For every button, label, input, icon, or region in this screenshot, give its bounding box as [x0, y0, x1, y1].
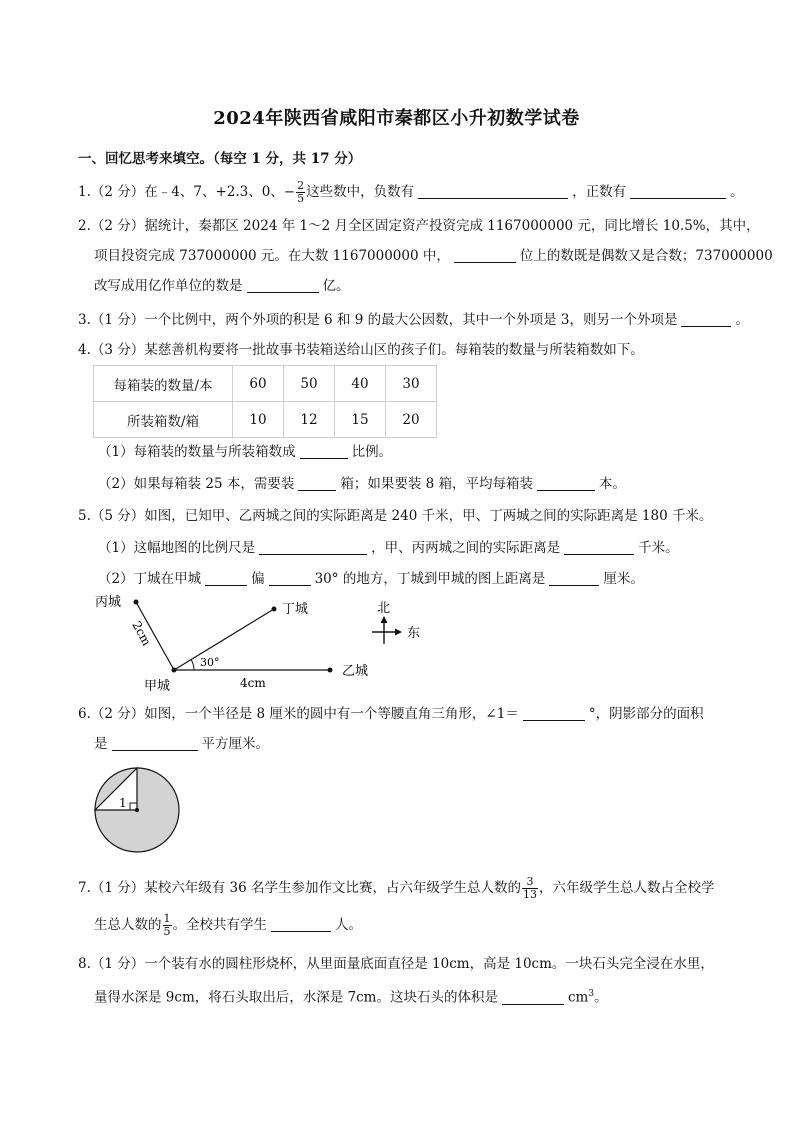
east-arrow-icon — [395, 629, 402, 636]
question-5-part1: （1）这幅地图的比例尺是 ，甲、丙两城之间的实际距离是 千米。 — [98, 540, 679, 556]
fraction: $\frac{2}{5}$ — [297, 179, 305, 205]
question-6: 6.（2 分）如图，一个半径是 8 厘米的圆中有一个等腰直角三角形，∠1＝ °，阴影部分的面积 — [78, 706, 704, 722]
question-5: 5.（5 分）如图，已知甲、乙两城之间的实际距离是 240 千米，甲、丁两城之间的实际距离是 180 千米。 — [78, 508, 713, 524]
compass-east-label: 东 — [407, 626, 421, 641]
north-arrow-icon — [381, 616, 388, 623]
angle-arc — [191, 660, 194, 671]
answer-blank[interactable] — [502, 990, 564, 1005]
answer-blank[interactable] — [259, 540, 367, 555]
answer-blank[interactable] — [247, 278, 319, 293]
answer-blank[interactable] — [454, 248, 516, 263]
data-table — [93, 365, 437, 438]
question-8-line2: 量得水深是 9cm，将石头取出后，水深是 7cm。这块石头的体积是 $cm^3$。 — [94, 989, 608, 1006]
question-4-part2: （2）如果每箱装 25 本，需要装 箱；如果要装 8 箱，平均每箱装 本。 — [98, 476, 627, 492]
question-4-part1: （1）每箱装的数量与所装箱数成 比例。 — [98, 444, 393, 460]
compass-north-label: 北 — [377, 601, 391, 616]
answer-blank[interactable] — [418, 184, 568, 199]
answer-blank[interactable] — [269, 571, 311, 586]
circle-diagram — [90, 762, 186, 858]
point-yi — [328, 668, 333, 673]
label-yi: 乙城 — [342, 664, 369, 679]
question-5-part2: （2）丁城在甲城 偏 30° 的地方，丁城到甲城的图上距离是 厘米。 — [98, 571, 644, 587]
question-2: 2.（2 分）据统计，秦都区 2024 年 1～2 月全区固定资产投资完成 1167000000 元，同比增长 10.5%，其中， — [78, 218, 760, 234]
label-bing: 丙城 — [95, 595, 122, 610]
fraction: $\frac{3}{13}$ — [523, 875, 538, 901]
page-title: 2024年陕西省咸阳市秦都区小升初数学试卷 — [213, 108, 580, 129]
point-jia — [172, 668, 177, 673]
line-jia-ding — [174, 609, 274, 670]
label-jia: 甲城 — [144, 679, 171, 694]
table-row: 每箱装的数量/本 60 50 40 30 — [94, 366, 437, 402]
question-4: 4.（3 分）某慈善机构要将一批故事书装箱送给山区的孩子们。每箱装的数量与所装箱数如下。 — [78, 342, 644, 358]
answer-blank[interactable] — [630, 184, 726, 199]
answer-blank[interactable] — [271, 917, 331, 932]
question-6-line2: 是 平方厘米。 — [94, 736, 269, 752]
table-row: 所装箱数/箱 10 12 15 20 — [94, 402, 437, 438]
label-ding: 丁城 — [282, 602, 309, 617]
answer-blank[interactable] — [537, 476, 595, 491]
length-yi: 4cm — [240, 676, 266, 690]
question-8: 8.（1 分）一个装有水的圆柱形烧杯，从里面量底面直径是 10cm，高是 10cm。一块石头完全浸在水里， — [78, 956, 714, 972]
city-map-diagram — [80, 588, 460, 696]
answer-blank[interactable] — [205, 571, 247, 586]
answer-blank[interactable] — [564, 540, 634, 555]
question-3: 3.（1 分）一个比例中，两个外项的积是 6 和 9 的最大公因数，其中一个外项是 3，则另一个外项是 。 — [78, 312, 749, 328]
question-7: 7.（1 分）某校六年级有 36 名学生参加作文比赛，占六年级学生总人数的 $\frac{3}{13}$ ，六年级学生总人数占全校学 — [78, 875, 715, 901]
circle-center — [135, 808, 139, 812]
answer-blank[interactable] — [549, 571, 599, 586]
question-7-line2: 生总人数的 $\frac{1}{5}$ 。全校共有学生 人。 — [94, 912, 362, 938]
point-bing — [134, 600, 139, 605]
angle-1-label: 1 — [119, 796, 127, 810]
answer-blank[interactable] — [112, 736, 198, 751]
point-ding — [272, 607, 277, 612]
angle-label: 30° — [200, 656, 220, 669]
fraction: $\frac{1}{5}$ — [163, 912, 171, 938]
answer-blank[interactable] — [523, 706, 585, 721]
question-2-line2: 项目投资完成 737000000 元。在大数 1167000000 中， 位上的数既是偶数又是合数；737000000 — [94, 248, 773, 264]
question-1: 1.（2 分）在﹣4、7、+2.3、0、− $\frac{2}{5}$ 这些数中，负数有 ，正数有 。 — [78, 179, 744, 205]
question-2-line3: 改写成用亿作单位的数是 亿。 — [94, 278, 350, 294]
section-heading: 一、回忆思考来填空。（每空 1 分，共 17 分） — [78, 151, 362, 167]
answer-blank[interactable] — [681, 312, 731, 327]
length-bing: 2cm — [129, 618, 154, 649]
answer-blank[interactable] — [298, 476, 336, 491]
answer-blank[interactable] — [300, 444, 348, 459]
